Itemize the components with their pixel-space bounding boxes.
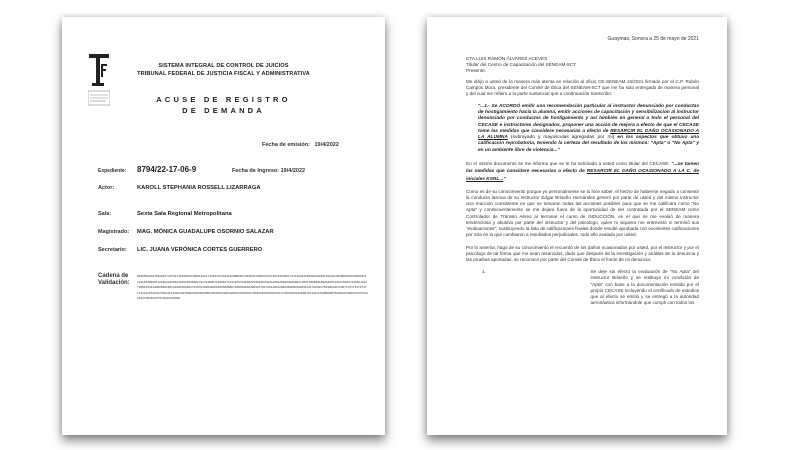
paragraph-4: Por lo anterior, hago de su conocimiento el recuento de los daños ocasionados por usted, por el instructor y por el psicólogo de tal forma que me sean resarcidos, dado que después de la investigación y análisis de la denuncia y las pruebas aportadas, se reconoce por parte del Comité de Ética el fondo de mi denuncia: — [466, 244, 699, 262]
fecha-emision-value: 19/4/2022 — [314, 142, 339, 148]
addressee-closing: Presente. — [466, 68, 487, 73]
magistrado-value: MAG. MÓNICA GUADALUPE OSORNIO SALAZAR — [137, 229, 274, 235]
sala-row — [98, 211, 368, 217]
case-fields — [98, 165, 368, 302]
secretario-value: LIC. JUANA VERÓNICA CORTES GUERRERO — [137, 247, 263, 253]
fecha-emision-label: Fecha de emisión: — [262, 142, 310, 148]
list-item-1-number: 1. — [482, 269, 486, 275]
title-line-1: ACUSE DE REGISTRO — [156, 95, 291, 104]
quote-part-2: en los aspectos que obtuvo una calificación reprobatoria, teniendo la certeza del resultado de los mismos: "Apta" o "No Apta" y en un ambiente libre de violencia..." — [478, 135, 699, 153]
expediente-label: Expediente: — [98, 168, 127, 174]
cadena-label: Cadena de Validación: — [98, 273, 130, 286]
quoted-agreement — [478, 104, 699, 154]
magistrado-row — [98, 229, 368, 235]
quote-underlined: RESARCIR EL DAÑO OCASIONADO A LA ALUMNA — [478, 128, 699, 141]
fecha-emision — [262, 133, 339, 151]
header-line-2: TRIBUNAL FEDERAL DE JUSTICIA FISCAL Y ADMINISTRATIVA — [137, 71, 310, 77]
magistrado-label: Magistrado: — [98, 229, 130, 235]
addressee-name: CTA LUIS RAMÓN ÁLVAREZ ACEVES — [466, 56, 548, 61]
paragraph-2-underlined: RESARCIR EL DAÑO OCASIONADO A LA C. de iniciales KSRL... — [466, 169, 699, 182]
paragraph-2-intro: En el mismo documento se me informa que se le ha solicitado a usted como titular del CECASE: — [466, 160, 672, 166]
addressee-block — [466, 56, 699, 74]
letter-date: Guaymas, Sonora a 25 de mayo de 2021 — [607, 36, 699, 42]
paragraph-2 — [466, 161, 699, 183]
header-line-1: SISTEMA INTEGRAL DE CONTROL DE JUICIOS — [158, 63, 289, 69]
paragraph-1: Me dirijo a usted de la manera más atenta en relación al oficio CE-SENEAM-15/2021 firmado por el C.P. Rubén Campos Mora, presidente del Comité de Ética del SENEAM-SCT que me ha sido entregado de manera personal y del cual me refiero a la parte sustancial que a continuación transcribo: — [466, 79, 699, 97]
quote-note: (subrayado y mayúsculas agregadas por mí) — [507, 135, 618, 141]
actor-value: KAROLL STEPHANIA ROSSELL LIZARRAGA — [137, 185, 261, 191]
paragraph-2-end: " — [503, 176, 506, 182]
fecha-ingreso-label: Fecha de Ingreso: — [232, 168, 280, 174]
fecha-ingreso-value: 19/4/2022 — [280, 168, 306, 174]
fecha-ingreso — [232, 168, 305, 174]
sala-value: Sexta Sala Regional Metropolitana — [137, 211, 232, 217]
quote-part-1: "...1.- Se ACORDÓ emitir una recomendación particular al instructor denunciado por conductas de hostigamiento hacia la alumna, emitir acciones de capacitación y sensibilización al instructor denunciado por conductas de hostigamiento y así también en general a todo el personal del CECASE e instructores designados, proponer una acción de mejora a efecto de que el CECASE tome las medidas que considere necesarias a efecto de — [478, 103, 699, 134]
cadena-row — [98, 273, 368, 302]
list-item-1: Se deje sin efecto la evaluación de "No Apta" del instructor Briseño y se restituya mi condición de "Apta" con base a la documentación emitida por el propio CECASE incluyendo el certificado de estudios que al efecto se emitió y se entregó a la autoridad aeronáutica informándole que cumplí con todos los — [590, 269, 699, 306]
expediente-value: 8794/22-17-06-9 — [137, 165, 197, 174]
actor-label: Actor: — [98, 185, 115, 191]
left-document-page — [62, 17, 385, 435]
secretario-row — [98, 247, 368, 253]
actor-row — [98, 185, 368, 191]
paragraph-3: Como es de su conocimiento porque yo personalmente se lo hice saber, el hecho de haberme negado a consentir la conducta lasciva de su instructor Edgar Briseño Hernández generó por parte de usted y del mismo instructor una reacción consistente en que se tomaran todas las acciones posibles para que se me calificara como "No Apta" y consecuentemente se me dejara fuera de la oportunidad de ser contratada por el SENEAM como Controlador de Tránsito Aéreo al terminar el curso de INDUCCIÓN, en el que se me evaluó de manera tendenciosa y abusiva por parte del instructor y del psicólogo, quien ni siquiera me entrevistó ni terminó sus "evaluaciones"; sustituyendo la lista de calificaciones finales donde resulté aprobada con excelentes calificaciones por otra en la que cambiaron a resultados perjudiciales, todo ello avalado por usted. — [466, 188, 699, 238]
addressee-title: Titular del Centro de Capacitación del SENEAM-SCT — [466, 62, 577, 67]
cadena-validacion: 0630501210791082372373171610802170691342171210107161121106869078108237092237227167242180174114216216832040233179140191180081254180032174114040968172210216033216254150180174174180072180107134107233180872246032232211081254200180820720571881541802160571401780327140401141740812541140326401801319015018017410721625420524603206807180081180320461781742116812842081800322051141742321750400200720571751741747171741141072231751611141401140780200200302080203302030203209670322331750401800012051911701502051400951071611211080890751082370902372270321610708442237270441610990 — [137, 274, 368, 300]
sala-label: Sala: — [98, 211, 112, 217]
secretario-label: Secretario: — [98, 247, 127, 253]
paragraph-2-quote: "...se tomen las medidas que considere necesarias a efecto de — [466, 161, 699, 175]
expediente-row — [98, 165, 368, 174]
title-line-2: DE DEMANDA — [182, 106, 265, 115]
list-item-1-row — [482, 269, 699, 306]
right-letter-page — [427, 17, 727, 435]
